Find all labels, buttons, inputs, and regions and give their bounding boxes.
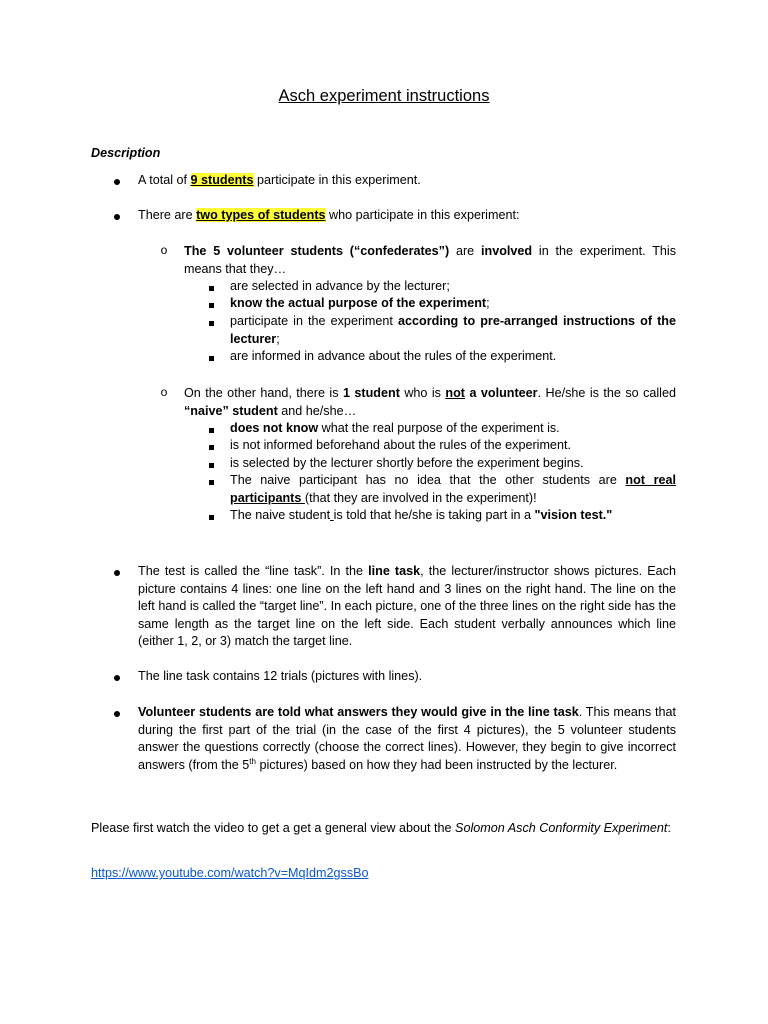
- bullet-icon: [111, 209, 123, 223]
- line-task-paragraph: The test is called the “line task”. In the line task, the lecturer/instructor shows pictures. Each picture contains 4 lines: one line on the left hand and 3 lines on the right hand. The line on the left hand is called the “target line”. In each picture, one of the three lines on the right side has the same length as the target line on the left side. Each student verbally announces which line (either 1, 2, or 3) match the target line.: [138, 564, 676, 649]
- volunteer-item-1: are selected in advance by the lecturer;: [230, 279, 450, 293]
- bullet-two-types: There are two types of students who participate in this experiment:: [138, 208, 520, 222]
- bullet-icon: [111, 565, 123, 579]
- square-bullet-icon: [205, 457, 217, 471]
- video-instruction: Please first watch the video to get a get a general view about the Solomon Asch Conformity Experiment:: [91, 821, 671, 835]
- youtube-link[interactable]: https://www.youtube.com/watch?v=MqIdm2gssBo: [91, 866, 369, 880]
- square-bullet-icon: [205, 280, 217, 294]
- highlight-two-types: two types of students: [196, 208, 326, 222]
- naive-item-5: The naive student is told that he/she is taking part in a "vision test.": [230, 508, 613, 522]
- volunteer-students-paragraph: The 5 volunteer students (“confederates”) are involved in the experiment. This means that they…: [184, 244, 676, 276]
- bullet-icon: [111, 706, 123, 720]
- naive-item-1: does not know what the real purpose of the experiment is.: [230, 421, 560, 435]
- bullet-icon: [111, 670, 123, 684]
- youtube-link-row: [91, 865, 369, 883]
- volunteer-item-4: are informed in advance about the rules of the experiment.: [230, 349, 557, 363]
- square-bullet-icon: [205, 297, 217, 311]
- square-bullet-icon: [205, 439, 217, 453]
- trials-count-paragraph: The line task contains 12 trials (pictures with lines).: [138, 669, 423, 683]
- square-bullet-icon: [205, 422, 217, 436]
- description-heading: Description: [91, 146, 161, 160]
- square-bullet-icon: [205, 474, 217, 488]
- naive-item-3: is selected by the lecturer shortly before the experiment begins.: [230, 456, 584, 470]
- square-bullet-icon: [205, 315, 217, 329]
- volunteer-answers-paragraph: Volunteer students are told what answers they would give in the line task. This means that during the first part of the trial (in the case of the first 4 pictures), the 5 volunteer students answer the questions correctly (choose the correct lines). However, they begin to give incorrect answers (from the 5th pictures) based on how they had been instructed by the lecturer.: [138, 705, 676, 772]
- naive-item-2: is not informed beforehand about the rules of the experiment.: [230, 438, 571, 452]
- volunteer-item-2: know the actual purpose of the experiment;: [230, 296, 490, 310]
- circle-bullet-icon: o: [160, 243, 168, 257]
- highlight-9-students: 9 students: [190, 173, 254, 187]
- square-bullet-icon: [205, 509, 217, 523]
- page-title: Asch experiment instructions: [278, 87, 490, 105]
- naive-item-4: The naive participant has no idea that the other students are not real participants (that they are involved in the experiment)!: [230, 473, 676, 505]
- circle-bullet-icon: o: [160, 385, 168, 399]
- bullet-icon: [111, 174, 123, 188]
- bullet-total-students: A total of 9 students participate in this experiment.: [138, 173, 421, 187]
- naive-student-paragraph: On the other hand, there is 1 student who is not a volunteer. He/she is the so called “naive” student and he/she…: [184, 386, 676, 418]
- volunteer-item-3: participate in the experiment according to pre-arranged instructions of the lecturer;: [230, 314, 676, 346]
- square-bullet-icon: [205, 350, 217, 364]
